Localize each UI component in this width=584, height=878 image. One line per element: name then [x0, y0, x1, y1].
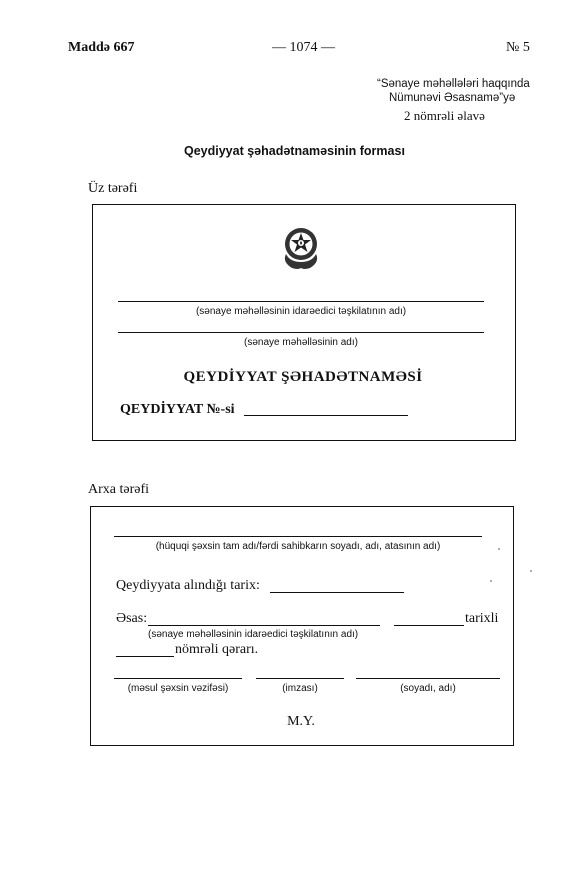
registration-number-label: QEYDİYYAT №-si — [120, 402, 235, 417]
basis-org-caption: (sənaye məhəlləsinin idarəedici təşkilatının adı) — [148, 629, 359, 640]
name-line — [356, 678, 500, 679]
basis-label: Əsas: — [116, 611, 148, 626]
annex-line-1: “Sənaye məhəllələri haqqında — [377, 78, 530, 90]
state-emblem-icon — [280, 224, 322, 272]
name-caption: (soyadı, adı) — [400, 683, 456, 694]
park-name-line — [118, 332, 484, 333]
decision-label: nömrəli qərarı. — [175, 642, 259, 657]
park-name-caption: (sənaye məhəlləsinin adı) — [244, 337, 358, 348]
registration-number-line — [244, 415, 408, 416]
article-number: Maddə 667 — [68, 40, 135, 55]
back-side-label: Arxa tərəfi — [88, 482, 150, 497]
signature-caption: (imzası) — [282, 683, 318, 694]
position-line — [114, 678, 242, 679]
org-name-caption: (sənaye məhəlləsinin idarəedici təşkilatının adı) — [195, 306, 407, 317]
person-name-line — [114, 536, 482, 537]
scan-speck — [530, 570, 532, 572]
person-name-caption: (hüquqi şəxsin tam adı/fərdi sahibkarın soyadı, adı, atasının adı) — [155, 541, 441, 552]
certificate-title: QEYDİYYAT ŞƏHADƏTNAMƏSİ — [183, 369, 423, 385]
dated-label: tarixli — [465, 611, 499, 626]
basis-org-line — [148, 625, 380, 626]
scan-speck — [498, 548, 500, 550]
signature-line — [256, 678, 344, 679]
position-caption: (məsul şəxsin vəzifəsi) — [127, 683, 229, 694]
registration-date-line — [270, 592, 404, 593]
issue-number: № 5 — [506, 40, 530, 55]
annex-line-3: 2 nömrəli əlavə — [404, 108, 485, 123]
basis-date-line — [394, 625, 464, 626]
front-side-label: Üz tərəfi — [88, 181, 138, 196]
seal-placeholder: M.Y. — [287, 714, 315, 729]
decision-number-line — [116, 656, 174, 657]
scan-speck — [490, 580, 492, 582]
registration-date-label: Qeydiyyata alındığı tarix: — [116, 578, 260, 593]
page-number: — 1074 — — [272, 40, 335, 55]
form-title: Qeydiyyat şəhadətnaməsinin forması — [184, 144, 405, 158]
org-name-line — [118, 301, 484, 302]
annex-line-2: Nümunəvi Əsasnamə”yə — [389, 92, 516, 104]
